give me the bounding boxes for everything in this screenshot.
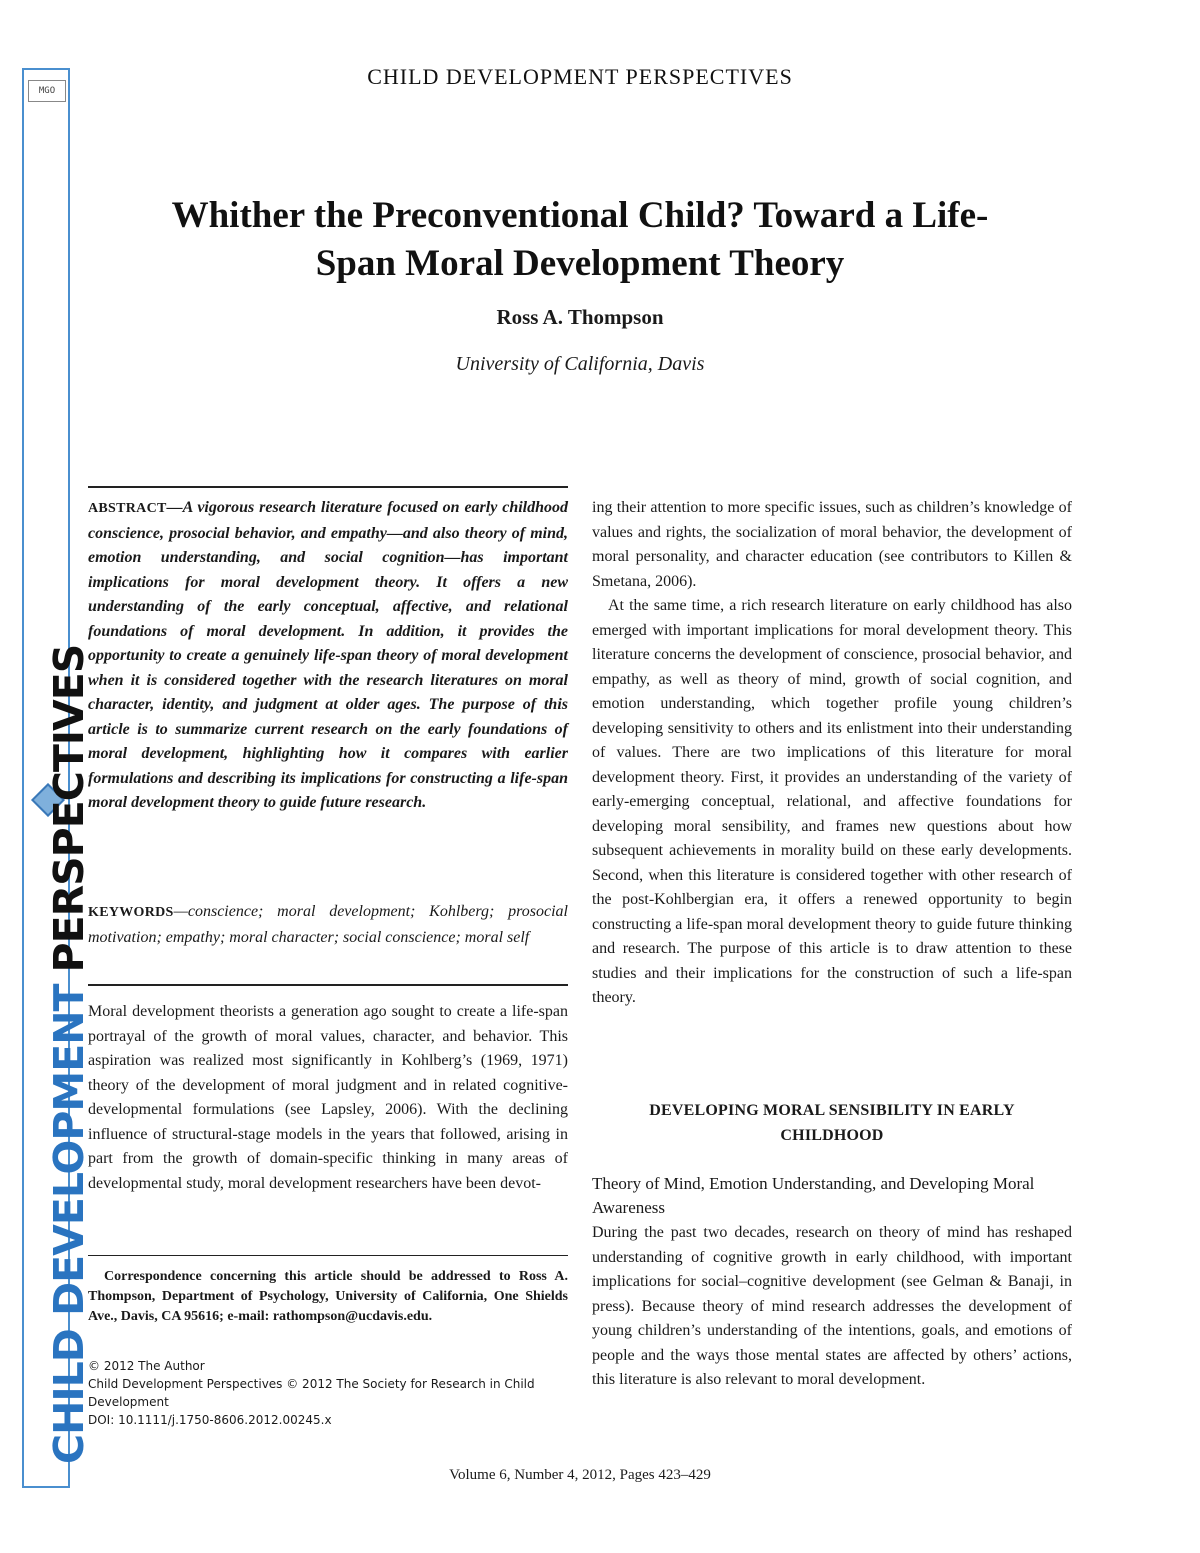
abstract-top-rule bbox=[88, 486, 568, 488]
copyright-block bbox=[88, 1357, 568, 1429]
footnote-rule bbox=[88, 1255, 568, 1256]
section-heading-line2: CHILDHOOD bbox=[780, 1127, 884, 1144]
copyright-line2: Child Development Perspectives © 2012 The Society for Research in Child Development bbox=[88, 1377, 535, 1409]
abstract-block bbox=[88, 496, 568, 816]
article-title-line2: Span Moral Development Theory bbox=[315, 243, 845, 284]
journal-code-badge: MGO bbox=[28, 80, 66, 102]
correspondence-note bbox=[88, 1267, 568, 1327]
second-paragraph: At the same time, a rich research literature on early childhood has also emerged with important implications for moral development theory. This literature concerns the development of conscience, prosocial behavior, and empathy, as well as theory of mind, growth of social cognition, and emotion understanding, which together profile young children’s developing sensitivity to others and its enlistment into their understanding of values. There are two implications of this literature for moral development theory. First, it provides an understanding of the variety of early-emerging conceptual, relational, and affective foundations for developing moral sensibility, and frames new questions about how subsequent achievements in morality build on these early developments. Second, when this literature is considered together with other research of the post-Kohlbergian era, it offers a renewed opportunity to begin constructing a life-span moral development theory to guide future thinking and research. The purpose of this article is to draw attention to these studies and their implications for the construction of such a life-span theory. bbox=[592, 597, 1072, 1006]
continuation-paragraph: ing their attention to more specific issues, such as children’s knowledge of values and rights, the socialization of moral behavior, the development of moral personality, and character education (see contributors to Killen & Smetana, 2006). bbox=[592, 499, 1072, 590]
theory-of-mind-paragraph bbox=[592, 1221, 1072, 1393]
doi-line: DOI: 10.1111/j.1750-8606.2012.00245.x bbox=[88, 1413, 332, 1427]
intro-paragraph-text: Moral development theorists a generation ago sought to create a life-span portrayal of the growth of moral values, character, and behavior. This aspiration was realized most significantly in Kohlberg’s (1969, 1971) theory of the development of moral judgment and in related cognitive-developmental formulations (see Lapsley, 2006). With the declining influence of structural-stage models in the years that followed, arising in part from the growth of domain-specific thinking in many areas of developmental study, moral development researchers have been devot- bbox=[88, 1003, 568, 1192]
article-title-line1: Whither the Preconventional Child? Toward a Life- bbox=[171, 195, 989, 236]
sidebar-brand-word1: CHILD DEVELOPMENT bbox=[45, 984, 93, 1464]
theory-of-mind-text: During the past two decades, research on theory of mind has reshaped understanding of cognitive growth in early childhood, with important implications for social–cognitive development (see Gelman & Banaji, in press). Because theory of mind research addresses the development of young children’s understanding of the intentions, goals, and emotions of people and the ways those mental states are affected by others’ actions, this literature is also relevant to moral development. bbox=[592, 1224, 1072, 1388]
sidebar-brand-word2: PERSPECTIVES bbox=[45, 644, 93, 973]
sidebar-brand-title bbox=[46, 645, 92, 1464]
page-footer: Volume 6, Number 4, 2012, Pages 423–429 bbox=[449, 1467, 711, 1483]
author-affiliation: University of California, Davis bbox=[455, 353, 705, 375]
keywords-label: KEYWORDS bbox=[88, 905, 174, 920]
author-name: Ross A. Thompson bbox=[496, 305, 664, 329]
copyright-line1: © 2012 The Author bbox=[88, 1359, 205, 1373]
right-column-body bbox=[592, 496, 1072, 1011]
keywords-text: —conscience; moral development; Kohlberg; prosocial motivation; empathy; moral character; social conscience; moral self bbox=[88, 903, 568, 946]
abstract-label: ABSTRACT bbox=[88, 501, 167, 516]
section-heading-line1: DEVELOPING MORAL SENSIBILITY IN EARLY bbox=[649, 1102, 1015, 1119]
keywords-block bbox=[88, 900, 568, 950]
keywords-bottom-rule bbox=[88, 984, 568, 986]
journal-header: CHILD DEVELOPMENT PERSPECTIVES bbox=[367, 64, 793, 89]
abstract-text: —A vigorous research literature focused on early childhood conscience, prosocial behavior, and empathy—and also theory of mind, emotion understanding, and social cognition—has important implications for moral development theory. It offers a new understanding of the early conceptual, affective, and relational foundations of moral development. In addition, it provides the opportunity to create a genuinely life-span theory of moral development when it is considered together with the research literatures on moral character, identity, and judgment at older ages. The purpose of this article is to summarize current research on the early foundations of moral development, highlighting how it compares with earlier formulations and describing its implications for constructing a life-span moral development theory to guide future research. bbox=[88, 499, 568, 811]
intro-paragraph bbox=[88, 1000, 568, 1196]
section-heading bbox=[592, 1098, 1072, 1148]
subsection-heading: Theory of Mind, Emotion Understanding, and Developing Moral Awareness bbox=[592, 1174, 1035, 1217]
correspondence-text: Correspondence concerning this article should be addressed to Ross A. Thompson, Department of Psychology, University of California, One Shields Ave., Davis, CA 95616; e-mail: rathompson@ucdavis.edu. bbox=[88, 1269, 568, 1324]
article-title bbox=[110, 192, 1050, 288]
